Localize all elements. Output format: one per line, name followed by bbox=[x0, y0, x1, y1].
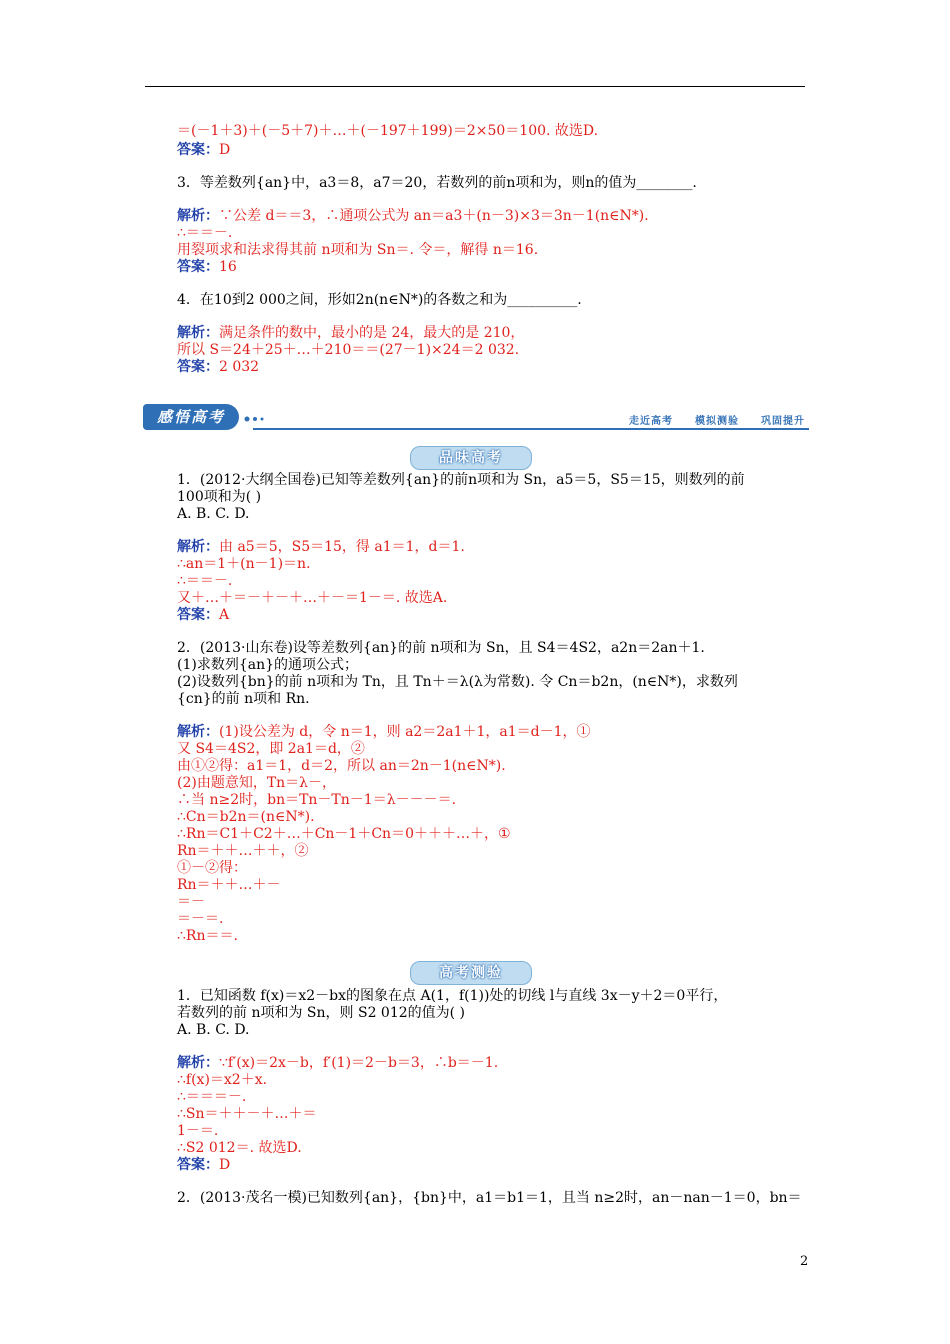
line-text: Rn＝＋＋…＋－ bbox=[177, 877, 281, 893]
line-text: 3．等差数列{an}中，a3＝8，a7＝20，若数列的前n项和为，则n的值为________. bbox=[177, 175, 697, 191]
banner-subtitle: 走近高考 模拟测验 巩固提升 bbox=[629, 416, 805, 427]
line-text: 用裂项求和法求得其前 n项和为 Sn＝. 令＝，解得 n＝16. bbox=[177, 242, 539, 258]
text-line bbox=[177, 1005, 465, 1022]
line-label: 解析： bbox=[177, 1055, 219, 1071]
line-text: 16 bbox=[219, 259, 237, 275]
line-text: ∴Sn＝＋＋－＋…＋＝ bbox=[177, 1106, 317, 1122]
line-text: A. B. C. D. bbox=[177, 506, 250, 522]
line-text: 2 032 bbox=[219, 359, 260, 375]
text-line bbox=[177, 342, 519, 359]
line-text: 2．(2013·山东卷)设等差数列{an}的前 n项和为 Sn，且 S4＝4S2，a2n＝2an＋1. bbox=[177, 640, 705, 656]
line-text: ∴an＝1＋(n－1)＝n. bbox=[177, 556, 311, 572]
line-label: 答案： bbox=[177, 607, 219, 623]
text-line bbox=[177, 1190, 802, 1207]
line-text: (1)设公差为 d，令 n＝1，则 a2＝2a1＋1，a1＝d－1，① bbox=[219, 724, 591, 740]
line-text: 1．已知函数 f(x)＝x2－bx的图象在点 A(1，f(1))处的切线 l与直线 3x－y＋2＝0平行， bbox=[177, 988, 728, 1004]
text-line bbox=[177, 1140, 302, 1157]
section-title-ceyan: 高考测验 bbox=[410, 961, 532, 985]
text-line bbox=[177, 928, 238, 945]
line-text: ∵公差 d＝＝3，∴通项公式为 an＝a3＋(n－3)×3＝3n－1(n∈N*). bbox=[219, 208, 649, 224]
line-text: 满足条件的数中，最小的是 24，最大的是 210， bbox=[219, 325, 525, 341]
text-line bbox=[177, 1157, 230, 1174]
text-line bbox=[177, 1022, 250, 1039]
page-number: 2 bbox=[800, 1254, 809, 1269]
line-label: 解析： bbox=[177, 208, 219, 224]
text-line bbox=[177, 242, 538, 259]
line-text: ∴＝＝－. bbox=[177, 225, 233, 241]
line-text: ∴Rn＝＝. bbox=[177, 928, 238, 944]
banner-rule bbox=[253, 428, 809, 430]
text-line bbox=[177, 259, 237, 276]
text-line bbox=[177, 758, 506, 775]
line-text: 100项和为( ) bbox=[177, 489, 262, 505]
text-line bbox=[177, 175, 697, 192]
line-label: 答案： bbox=[177, 259, 219, 275]
text-line bbox=[177, 292, 582, 309]
text-line bbox=[177, 1123, 218, 1140]
line-text: (1)求数列{an}的通项公式； bbox=[177, 657, 359, 673]
line-text: D bbox=[219, 1157, 231, 1173]
text-line bbox=[177, 1089, 246, 1106]
line-text: ＝－＝. bbox=[177, 911, 224, 927]
text-line bbox=[177, 325, 524, 342]
line-text: 所以 S＝24＋25＋…＋210＝＝(27－1)×24＝2 032. bbox=[177, 342, 520, 358]
text-line bbox=[177, 724, 591, 741]
line-text: D bbox=[219, 142, 231, 158]
text-line bbox=[177, 640, 705, 657]
line-text: {cn}的前 n项和 Rn. bbox=[177, 691, 310, 707]
line-text: (2)设数列{bn}的前 n项和为 Tn，且 Tn＋＝λ(λ为常数). 令 Cn＝b2n，(n∈N*)，求数列 bbox=[177, 674, 738, 690]
text-line bbox=[177, 741, 365, 758]
text-line bbox=[177, 674, 738, 691]
text-line bbox=[177, 792, 456, 809]
text-line bbox=[177, 556, 311, 573]
line-text: ∴Rn＝C1＋C2＋…＋Cn－1＋Cn＝0＋＋＋…＋，① bbox=[177, 826, 511, 842]
line-label: 解析： bbox=[177, 325, 219, 341]
text-line bbox=[177, 911, 223, 928]
text-line bbox=[177, 1072, 267, 1089]
line-label: 答案： bbox=[177, 359, 219, 375]
text-line bbox=[177, 1106, 317, 1123]
text-line bbox=[177, 775, 336, 792]
text-line bbox=[177, 472, 745, 489]
line-text: A bbox=[219, 607, 230, 623]
text-line bbox=[177, 988, 727, 1005]
line-label: 答案： bbox=[177, 142, 219, 158]
text-line bbox=[177, 539, 465, 556]
text-line bbox=[177, 607, 229, 624]
text-line bbox=[177, 691, 310, 708]
line-text: ∴S2 012＝. 故选D. bbox=[177, 1140, 302, 1156]
line-text: 由①②得：a1＝1，d＝2，所以 an＝2n－1(n∈N*). bbox=[177, 758, 506, 774]
text-line bbox=[177, 142, 230, 159]
text-line bbox=[177, 894, 205, 911]
line-text: A. B. C. D. bbox=[177, 1022, 250, 1038]
text-line bbox=[177, 843, 309, 860]
text-line bbox=[177, 590, 447, 607]
line-text: 1－＝. bbox=[177, 1123, 219, 1139]
line-text: 若数列的前 n项和为 Sn，则 S2 012的值为( ) bbox=[177, 1005, 466, 1021]
banner-title: 感悟高考 bbox=[143, 404, 239, 430]
text-line bbox=[177, 657, 358, 674]
line-text: Rn＝＋＋…＋＋，② bbox=[177, 843, 309, 859]
line-label: 解析： bbox=[177, 539, 219, 555]
header-rule bbox=[145, 86, 805, 87]
dots-icon bbox=[243, 416, 273, 422]
text-line bbox=[177, 826, 511, 843]
line-text: ∴Cn＝b2n＝(n∈N*). bbox=[177, 809, 315, 825]
line-text: 1．(2012·大纲全国卷)已知等差数列{an}的前n项和为 Sn，a5＝5，S5＝15，则数列的前 bbox=[177, 472, 745, 488]
line-text: ∴＝＝－. bbox=[177, 573, 233, 589]
text-line bbox=[177, 359, 259, 376]
text-line bbox=[177, 123, 598, 140]
section-title-pinwei: 品味高考 bbox=[410, 446, 532, 470]
text-line bbox=[177, 225, 232, 242]
text-line bbox=[177, 208, 649, 225]
line-label: 答案： bbox=[177, 1157, 219, 1173]
line-text: ∴当 n≥2时，bn＝Tn－Tn－1＝λ－－－＝. bbox=[177, 792, 457, 808]
line-text: 又 S4＝4S2，即 2a1＝d，② bbox=[177, 741, 365, 757]
section-banner bbox=[143, 404, 809, 430]
text-line bbox=[177, 489, 261, 506]
line-text: ∴＝＝＝－. bbox=[177, 1089, 247, 1105]
text-line bbox=[177, 860, 247, 877]
text-line bbox=[177, 506, 250, 523]
line-text: (2)由题意知，Tn＝λ－， bbox=[177, 775, 337, 791]
text-line bbox=[177, 1055, 498, 1072]
line-text: 4．在10到2 000之间，形如2n(n∈N*)的各数之和为__________. bbox=[177, 292, 582, 308]
line-text: ＝－ bbox=[177, 894, 205, 910]
line-text: ＝(－1＋3)＋(－5＋7)＋…＋(－197＋199)＝2×50＝100. 故选D. bbox=[177, 123, 599, 139]
text-line bbox=[177, 573, 232, 590]
line-text: ①－②得： bbox=[177, 860, 247, 876]
line-text: 2．(2013·茂名一模)已知数列{an}，{bn}中，a1＝b1＝1，且当 n≥2时，an－nan－1＝0，bn＝ bbox=[177, 1190, 802, 1206]
line-text: ∵f′(x)＝2x－b，f′(1)＝2－b＝3，∴b＝－1. bbox=[219, 1055, 499, 1071]
line-text: ∴f(x)＝x2＋x. bbox=[177, 1072, 268, 1088]
line-label: 解析： bbox=[177, 724, 219, 740]
text-line bbox=[177, 809, 315, 826]
text-line bbox=[177, 877, 281, 894]
line-text: 由 a5＝5，S5＝15，得 a1＝1，d＝1. bbox=[219, 539, 465, 555]
line-text: 又＋…＋＝－＋－＋…＋－＝1－＝. 故选A. bbox=[177, 590, 448, 606]
